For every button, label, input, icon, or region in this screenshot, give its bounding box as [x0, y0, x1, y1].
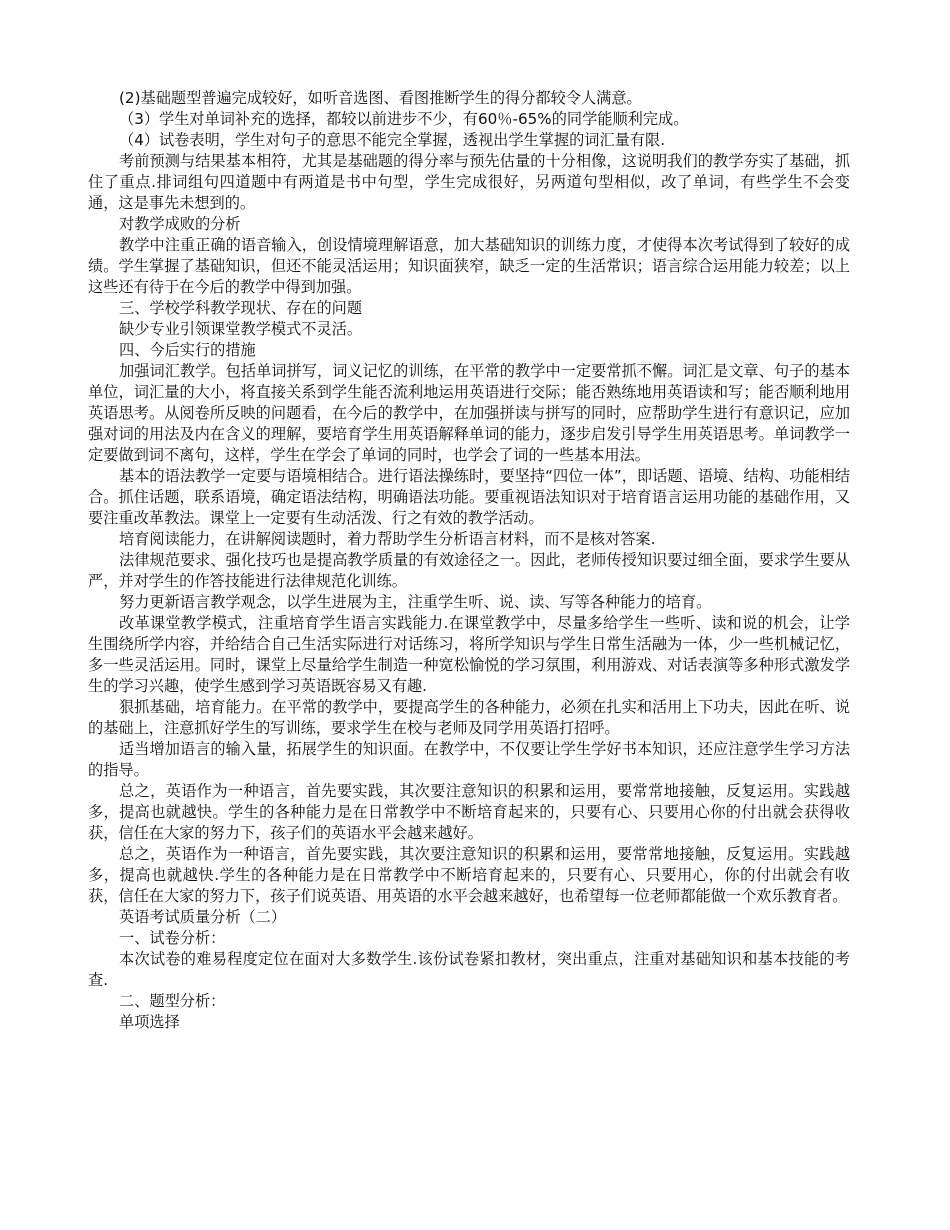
- section-heading: 单项选择: [119, 1013, 180, 1031]
- section-heading: 对教学成败的分析: [119, 215, 241, 233]
- paragraph: 缺少专业引领课堂教学模式不灵活。: [119, 320, 362, 338]
- document-subtitle: 英语考试质量分析（二）: [119, 908, 287, 926]
- paragraph: 培育阅读能力，在讲解阅读题时，着力帮助学生分析语言材料，而不是核对答案.: [119, 530, 656, 548]
- paragraph: 狠抓基础，培育能力。在平常的教学中，要提高学生的各种能力，必须在扎实和活用上下功夫，因此在听、说的基础上，注意抓好学生的写训练，要求学生在校与老师及同学用英语打招呼。: [88, 698, 850, 737]
- paragraph: 加强词汇教学。包括单词拼写，词义记忆的训练，在平常的教学中一定要常抓不懈。词汇是文章、句子的基本单位，词汇量的大小，将直接关系到学生能否流利地运用英语进行交际；能否熟练地用英语读和写；能否顺利地用英语思考。从阅卷所反映的问题看，在今后的教学中，在加强拼读与拼写的同时，应帮助学生进行有意识记，应加强对词的用法及内在含义的理解，要培育学生用英语解释单词的能力，逐步启发引导学生用英语思考。单词教学一定要做到词不离句，这样，学生在学会了单词的同时，也学会了词的一些基本用法。: [88, 362, 850, 464]
- paragraph: 努力更新语言教学观念，以学生进展为主，注重学生听、说、读、写等各种能力的培育。: [119, 593, 712, 611]
- paragraph: 教学中注重正确的语音输入，创设情境理解语意，加大基础知识的训练力度，才使得本次考试得到了较好的成绩。学生掌握了基础知识，但还不能灵活运用；知识面狭窄，缺乏一定的生活常识；语言综合运用能力较差；以上这些还有待于在今后的教学中得到加强。: [88, 236, 850, 296]
- paragraph: 法律规范要求、强化技巧也是提高教学质量的有效途径之一。因此，老师传授知识要过细全面，要求学生要从严，并对学生的作答技能进行法律规范化训练。: [88, 551, 850, 590]
- paragraph: 改革课堂教学模式，注重培育学生语言实践能力.在课堂教学中，尽量多给学生一些听、读和说的机会，让学生围绕所学内容，并给结合自己生活实际进行对话练习，将所学知识与学生日常生活融为一体，少一些机械记忆，多一些灵活运用。同时，课堂上尽量给学生制造一种宽松愉悦的学习氛围，利用游戏、对话表演等多种形式激发学生的学习兴趣，使学生感到学习英语既容易又有趣.: [88, 614, 850, 695]
- paragraph: 总之，英语作为一种语言，首先要实践，其次要注意知识的积累和运用，要常常地接触，反复运用。实践越多，提高也就越快.学生的各种能力是在日常教学中不断培育起来的，只要有心、只要用心，你的付出就会有收获，信任在大家的努力下，孩子们说英语、用英语的水平会越来越好，也希望每一位老师都能做一个欢乐教育者。: [88, 845, 850, 905]
- paragraph: (2)基础题型普遍完成较好，如听音选图、看图推断学生的得分都较令人满意。: [119, 89, 642, 107]
- section-heading: 三、学校学科教学现状、存在的问题: [119, 299, 362, 317]
- paragraph: 本次试卷的难易程度定位在面对大多数学生.该份试卷紧扣教材，突出重点，注重对基础知识和基本技能的考查.: [88, 950, 850, 989]
- section-heading: 二、题型分析：: [119, 992, 226, 1010]
- section-heading: 四、今后实行的措施: [119, 341, 256, 359]
- paragraph: （4）试卷表明，学生对句子的意思不能完全掌握，透视出学生掌握的词汇量有限.: [119, 131, 666, 149]
- section-heading: 一、试卷分析：: [119, 929, 226, 947]
- paragraph: 考前预测与结果基本相符，尤其是基础题的得分率与预先估量的十分相像，这说明我们的教学夯实了基础，抓住了重点.排词组句四道题中有两道是书中句型，学生完成很好，另两道句型相似，改了单词，有些学生不会变通，这是事先未想到的。: [88, 152, 850, 212]
- paragraph: 总之，英语作为一种语言，首先要实践，其次要注意知识的积累和运用，要常常地接触，反复运用。实践越多，提高也就越快。学生的各种能力是在日常教学中不断培育起来的，只要有心、只要用心你的付出就会获得收获，信任在大家的努力下，孩子们的英语水平会越来越好。: [88, 782, 850, 842]
- paragraph: 基本的语法教学一定要与语境相结合。进行语法操练时，要坚持“四位一体”，即话题、语境、结构、功能相结合。抓住话题，联系语境，确定语法结构，明确语法功能。要重视语法知识对于培育语言运用功能的基础作用，又要注重改革教法。课堂上一定要有生动活泼、行之有效的教学活动。: [88, 467, 850, 527]
- paragraph: 适当增加语言的输入量，拓展学生的知识面。在教学中，不仅要让学生学好书本知识，还应注意学生学习方法的指导。: [88, 740, 850, 779]
- paragraph: （3）学生对单词补充的选择，都较以前进步不少，有60％-65%的同学能顺利完成。: [119, 110, 689, 128]
